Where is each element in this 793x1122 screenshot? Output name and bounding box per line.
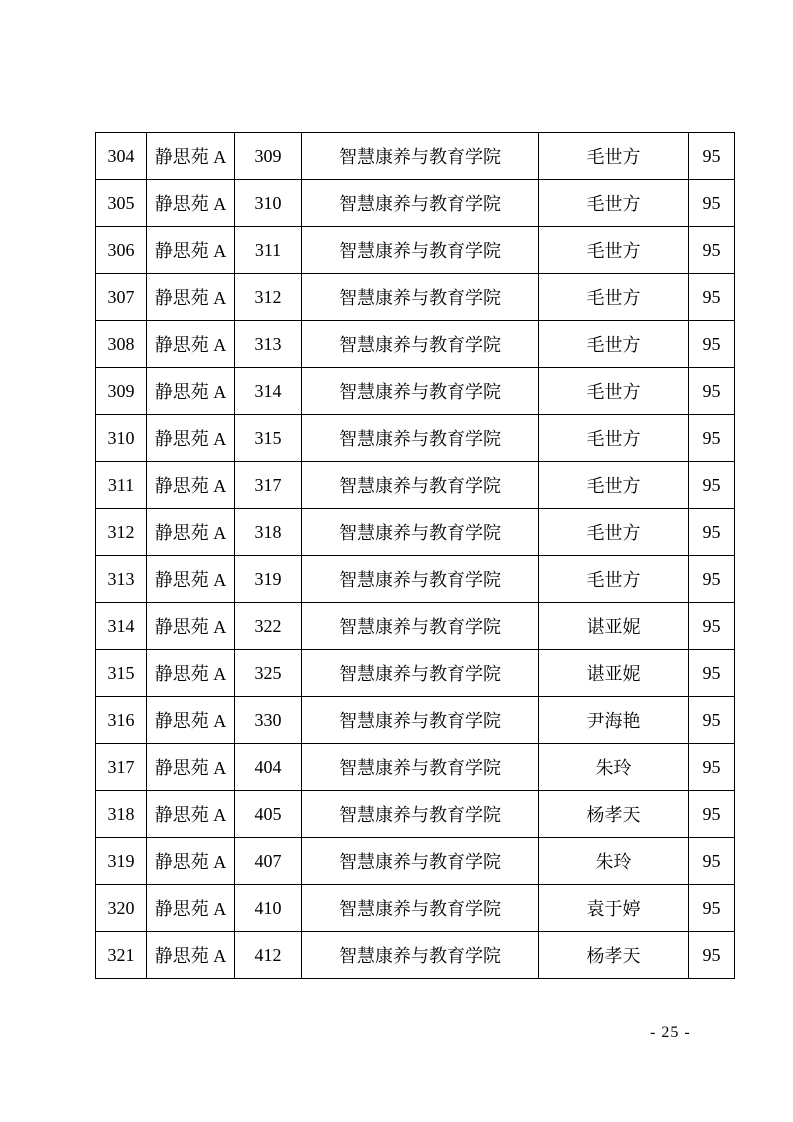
cell-college: 智慧康养与教育学院: [302, 697, 539, 744]
cell-score: 95: [689, 697, 735, 744]
cell-sequence-number: 313: [96, 556, 147, 603]
cell-college: 智慧康养与教育学院: [302, 180, 539, 227]
cell-sequence-number: 316: [96, 697, 147, 744]
cell-responsible-person: 谌亚妮: [539, 603, 689, 650]
cell-responsible-person: 毛世方: [539, 509, 689, 556]
cell-responsible-person: 毛世方: [539, 227, 689, 274]
cell-sequence-number: 307: [96, 274, 147, 321]
cell-building: 静思苑 A: [147, 509, 235, 556]
cell-room-number: 325: [235, 650, 302, 697]
cell-sequence-number: 304: [96, 133, 147, 180]
cell-sequence-number: 318: [96, 791, 147, 838]
cell-score: 95: [689, 603, 735, 650]
cell-responsible-person: 尹海艳: [539, 697, 689, 744]
cell-score: 95: [689, 556, 735, 603]
cell-score: 95: [689, 180, 735, 227]
cell-responsible-person: 毛世方: [539, 462, 689, 509]
table-row: [96, 556, 735, 603]
cell-sequence-number: 314: [96, 603, 147, 650]
cell-room-number: 317: [235, 462, 302, 509]
cell-building: 静思苑 A: [147, 180, 235, 227]
table-row: [96, 697, 735, 744]
table-row: [96, 885, 735, 932]
cell-college: 智慧康养与教育学院: [302, 744, 539, 791]
cell-building: 静思苑 A: [147, 838, 235, 885]
table-row: [96, 650, 735, 697]
table-row: [96, 791, 735, 838]
table-row: [96, 509, 735, 556]
cell-sequence-number: 317: [96, 744, 147, 791]
cell-score: 95: [689, 744, 735, 791]
cell-college: 智慧康养与教育学院: [302, 133, 539, 180]
cell-score: 95: [689, 227, 735, 274]
cell-score: 95: [689, 885, 735, 932]
cell-room-number: 407: [235, 838, 302, 885]
cell-score: 95: [689, 932, 735, 979]
cell-responsible-person: 袁于婷: [539, 885, 689, 932]
cell-college: 智慧康养与教育学院: [302, 274, 539, 321]
cell-college: 智慧康养与教育学院: [302, 415, 539, 462]
cell-room-number: 310: [235, 180, 302, 227]
table-row: [96, 415, 735, 462]
cell-building: 静思苑 A: [147, 556, 235, 603]
table-row: [96, 180, 735, 227]
cell-college: 智慧康养与教育学院: [302, 227, 539, 274]
cell-building: 静思苑 A: [147, 321, 235, 368]
cell-college: 智慧康养与教育学院: [302, 509, 539, 556]
cell-building: 静思苑 A: [147, 368, 235, 415]
table-row: [96, 133, 735, 180]
cell-building: 静思苑 A: [147, 133, 235, 180]
cell-responsible-person: 谌亚妮: [539, 650, 689, 697]
cell-college: 智慧康养与教育学院: [302, 603, 539, 650]
cell-college: 智慧康养与教育学院: [302, 932, 539, 979]
cell-college: 智慧康养与教育学院: [302, 885, 539, 932]
cell-room-number: 318: [235, 509, 302, 556]
cell-room-number: 322: [235, 603, 302, 650]
table-row: [96, 321, 735, 368]
cell-room-number: 404: [235, 744, 302, 791]
cell-sequence-number: 320: [96, 885, 147, 932]
cell-score: 95: [689, 462, 735, 509]
cell-college: 智慧康养与教育学院: [302, 556, 539, 603]
cell-room-number: 315: [235, 415, 302, 462]
cell-responsible-person: 杨孝天: [539, 791, 689, 838]
cell-building: 静思苑 A: [147, 462, 235, 509]
cell-building: 静思苑 A: [147, 791, 235, 838]
cell-responsible-person: 朱玲: [539, 838, 689, 885]
table-row: [96, 932, 735, 979]
cell-room-number: 410: [235, 885, 302, 932]
cell-room-number: 319: [235, 556, 302, 603]
cell-room-number: 330: [235, 697, 302, 744]
cell-sequence-number: 308: [96, 321, 147, 368]
table-row: [96, 227, 735, 274]
cell-room-number: 412: [235, 932, 302, 979]
cell-building: 静思苑 A: [147, 603, 235, 650]
cell-sequence-number: 309: [96, 368, 147, 415]
page-number: - 25 -: [650, 1024, 691, 1041]
cell-building: 静思苑 A: [147, 697, 235, 744]
cell-score: 95: [689, 791, 735, 838]
cell-sequence-number: 306: [96, 227, 147, 274]
cell-building: 静思苑 A: [147, 227, 235, 274]
cell-responsible-person: 毛世方: [539, 321, 689, 368]
table-row: [96, 368, 735, 415]
cell-score: 95: [689, 274, 735, 321]
cell-score: 95: [689, 838, 735, 885]
cell-building: 静思苑 A: [147, 932, 235, 979]
cell-responsible-person: 毛世方: [539, 180, 689, 227]
dormitory-table: [95, 132, 735, 979]
cell-sequence-number: 305: [96, 180, 147, 227]
cell-responsible-person: 毛世方: [539, 368, 689, 415]
cell-responsible-person: 杨孝天: [539, 932, 689, 979]
cell-room-number: 311: [235, 227, 302, 274]
cell-responsible-person: 朱玲: [539, 744, 689, 791]
cell-score: 95: [689, 133, 735, 180]
cell-score: 95: [689, 650, 735, 697]
cell-building: 静思苑 A: [147, 744, 235, 791]
table-row: [96, 462, 735, 509]
cell-college: 智慧康养与教育学院: [302, 838, 539, 885]
table-row: [96, 838, 735, 885]
cell-score: 95: [689, 509, 735, 556]
cell-room-number: 312: [235, 274, 302, 321]
cell-score: 95: [689, 321, 735, 368]
cell-college: 智慧康养与教育学院: [302, 650, 539, 697]
cell-sequence-number: 310: [96, 415, 147, 462]
cell-score: 95: [689, 415, 735, 462]
cell-sequence-number: 321: [96, 932, 147, 979]
cell-sequence-number: 311: [96, 462, 147, 509]
cell-responsible-person: 毛世方: [539, 415, 689, 462]
cell-college: 智慧康养与教育学院: [302, 368, 539, 415]
cell-college: 智慧康养与教育学院: [302, 321, 539, 368]
cell-sequence-number: 319: [96, 838, 147, 885]
table-row: [96, 744, 735, 791]
table-row: [96, 603, 735, 650]
table-body: [96, 133, 735, 979]
cell-responsible-person: 毛世方: [539, 274, 689, 321]
cell-responsible-person: 毛世方: [539, 133, 689, 180]
cell-college: 智慧康养与教育学院: [302, 791, 539, 838]
cell-building: 静思苑 A: [147, 274, 235, 321]
cell-sequence-number: 315: [96, 650, 147, 697]
cell-room-number: 405: [235, 791, 302, 838]
cell-room-number: 309: [235, 133, 302, 180]
cell-sequence-number: 312: [96, 509, 147, 556]
table-row: [96, 274, 735, 321]
cell-responsible-person: 毛世方: [539, 556, 689, 603]
cell-building: 静思苑 A: [147, 650, 235, 697]
cell-room-number: 313: [235, 321, 302, 368]
cell-room-number: 314: [235, 368, 302, 415]
cell-building: 静思苑 A: [147, 885, 235, 932]
cell-building: 静思苑 A: [147, 415, 235, 462]
cell-college: 智慧康养与教育学院: [302, 462, 539, 509]
cell-score: 95: [689, 368, 735, 415]
